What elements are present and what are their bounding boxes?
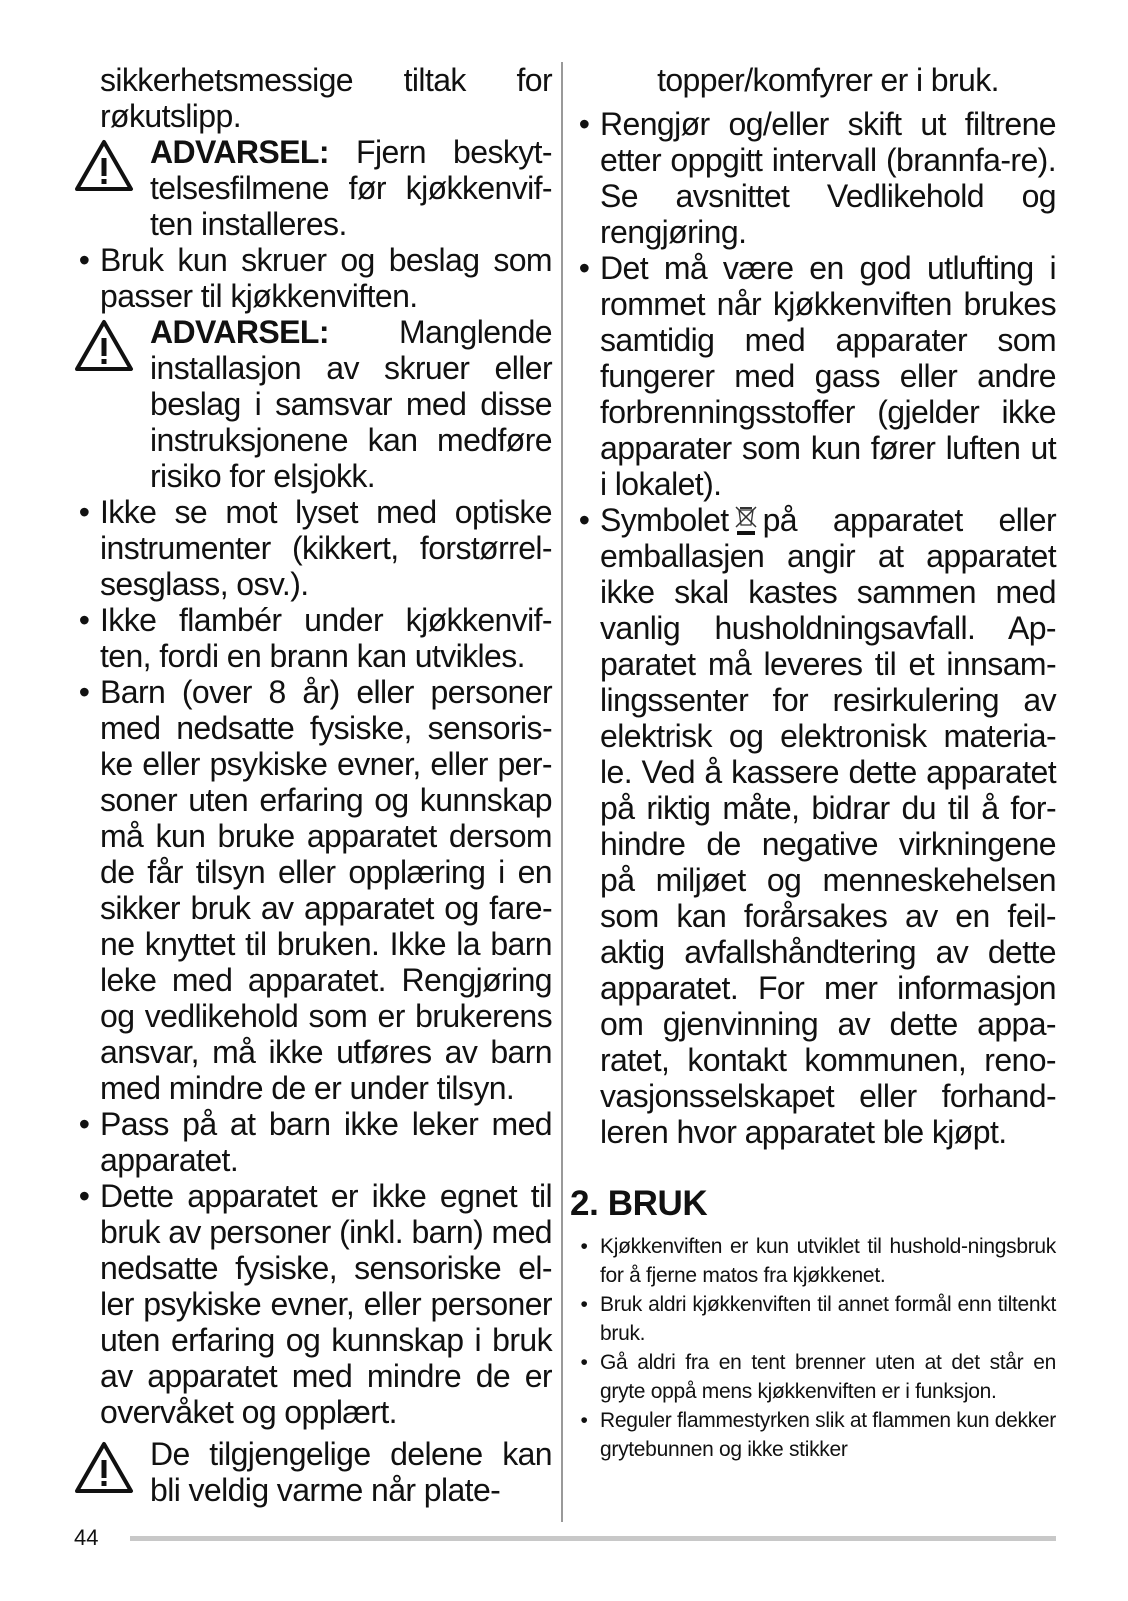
warning-triangle-icon <box>74 318 134 372</box>
list-item <box>574 1232 1056 1290</box>
bullet: • <box>580 1351 588 1374</box>
bullet-list <box>574 106 1056 1150</box>
column-divider <box>561 62 563 1522</box>
bullet: • <box>78 602 90 638</box>
warning-triangle-icon <box>74 1440 134 1494</box>
warning-body: Manglende installasjon av skruer eller beslag i samsvar med disse instruksjonene kan medføre risiko for elsjokk. <box>150 314 552 494</box>
crossed-bin-icon <box>733 503 759 537</box>
left-column <box>74 62 552 1508</box>
list-item-text: Barn (over 8 år) eller personer med nedsatte fysiske, sensoris-ke eller psykiske evner, eller per-soner uten erfaring og kunnskap må kun bruke apparatet dersom de får tilsyn eller opplæring i en sikker bruk av apparatet og fare-ne knyttet til bruken. Ikke la barn leke med apparatet. Rengjøring og vedlikehold som er brukerens ansvar, må ikke utføres av barn med mindre de er under tilsyn. <box>100 674 552 1106</box>
list-item-text: Ikke flambér under kjøkkenvif-ten, fordi en brann kan utvikles. <box>100 602 552 674</box>
bullet-list <box>74 242 552 314</box>
list-item-text: Bruk aldri kjøkkenviften til annet formål enn tiltenkt bruk. <box>600 1293 1056 1345</box>
list-item <box>74 494 552 602</box>
list-item <box>574 1406 1056 1464</box>
warning-body: Fjern beskyt-telsesfilmene før kjøkkenvif-ten installeres. <box>150 134 552 242</box>
bullet: • <box>78 242 90 278</box>
bullet: • <box>78 494 90 530</box>
bullet: • <box>580 1293 588 1316</box>
warning-text <box>150 134 552 242</box>
bullet: • <box>578 106 590 142</box>
list-item-text: på apparatet eller emballasjen angir at apparatet ikke skal kastes sammen med vanlig husholdningsavfall. Ap-paratet må leveres til et innsam-lingssenter for resirkulering av elektrisk og elektronisk materia-le. Ved å kassere dette apparatet på riktig måte, bidrar du til å for-hindre de negative virkningene på miljøet og menneskehelsen som kan forårsakes av en feil-aktig avfallshåndtering av dette apparatet. For mer informasjon om gjenvinning av dette appa-ratet, kontakt kommunen, reno-vasjonsselskapet eller forhand-leren hvor apparatet ble kjøpt. <box>600 502 1056 1150</box>
continued-text: topper/komfyrer er i bruk. <box>657 62 999 98</box>
list-item-text: Gå aldri fra en tent brenner uten at det står en gryte oppå mens kjøkkenviften er i funksjon. <box>600 1351 1056 1403</box>
bullet: • <box>580 1235 588 1258</box>
warning-block <box>74 1436 552 1508</box>
warning-text <box>150 314 552 494</box>
bullet: • <box>580 1409 588 1432</box>
list-item-text: Bruk kun skruer og beslag som passer til kjøkkenviften. <box>100 242 552 314</box>
list-item <box>74 1178 552 1430</box>
list-item <box>74 242 552 314</box>
list-item <box>74 674 552 1106</box>
list-item-text: Dette apparatet er ikke egnet til bruk av personer (inkl. barn) med nedsatte fysiske, sensoriske el-ler psykiske evner, eller personer uten erfaring og kunnskap i bruk av apparatet med mindre de er overvåket og opplært. <box>100 1178 552 1430</box>
warning-block <box>74 314 552 494</box>
warning-label: ADVARSEL: <box>150 134 329 170</box>
list-item-text: Pass på at barn ikke leker med apparatet. <box>100 1106 552 1178</box>
bullet-list <box>74 494 552 1430</box>
list-item-text: Rengjør og/eller skift ut filtrene etter oppgitt intervall (brannfa-re). Se avsnittet Vedlikehold og rengjøring. <box>600 106 1056 250</box>
list-item-text: Symbolet <box>600 502 729 538</box>
list-item <box>574 502 1056 1150</box>
right-column <box>570 62 1056 1464</box>
list-item <box>74 1106 552 1178</box>
warning-block <box>74 134 552 242</box>
footer-rule <box>130 1536 1056 1541</box>
bullet: • <box>78 1106 90 1142</box>
list-item <box>574 1348 1056 1406</box>
usage-list <box>574 1232 1056 1464</box>
list-item <box>574 106 1056 250</box>
list-item-text: Kjøkkenviften er kun utviklet til hushold-ningsbruk for å fjerne matos fra kjøkkenet. <box>600 1235 1056 1287</box>
list-item <box>574 1290 1056 1348</box>
warning-label: ADVARSEL: <box>150 314 329 350</box>
list-item-text: Ikke se mot lyset med optiske instrumenter (kikkert, forstørrel-sesglass, osv.). <box>100 494 552 602</box>
list-item <box>574 250 1056 502</box>
section-heading: 2. BRUK <box>570 1184 708 1223</box>
bullet: • <box>78 674 90 710</box>
bullet: • <box>78 1178 90 1214</box>
list-item <box>74 602 552 674</box>
list-item-text: Reguler flammestyrken slik at flammen kun dekker grytebunnen og ikke stikker <box>600 1409 1056 1461</box>
bullet: • <box>578 502 590 538</box>
bullet: • <box>578 250 590 286</box>
warning-triangle-icon <box>74 138 134 192</box>
page-number: 44 <box>74 1525 99 1550</box>
warning-text: De tilgjengelige delene kan bli veldig varme når plate- <box>150 1436 552 1508</box>
continued-text: sikkerhetsmessige tiltak for røkutslipp. <box>100 62 552 134</box>
list-item-text: Det må være en god utlufting i rommet når kjøkkenviften brukes samtidig med apparater som fungerer med gass eller andre forbrenningsstoffer (gjelder ikke apparater som kun fører luften ut i lokalet). <box>600 250 1056 502</box>
